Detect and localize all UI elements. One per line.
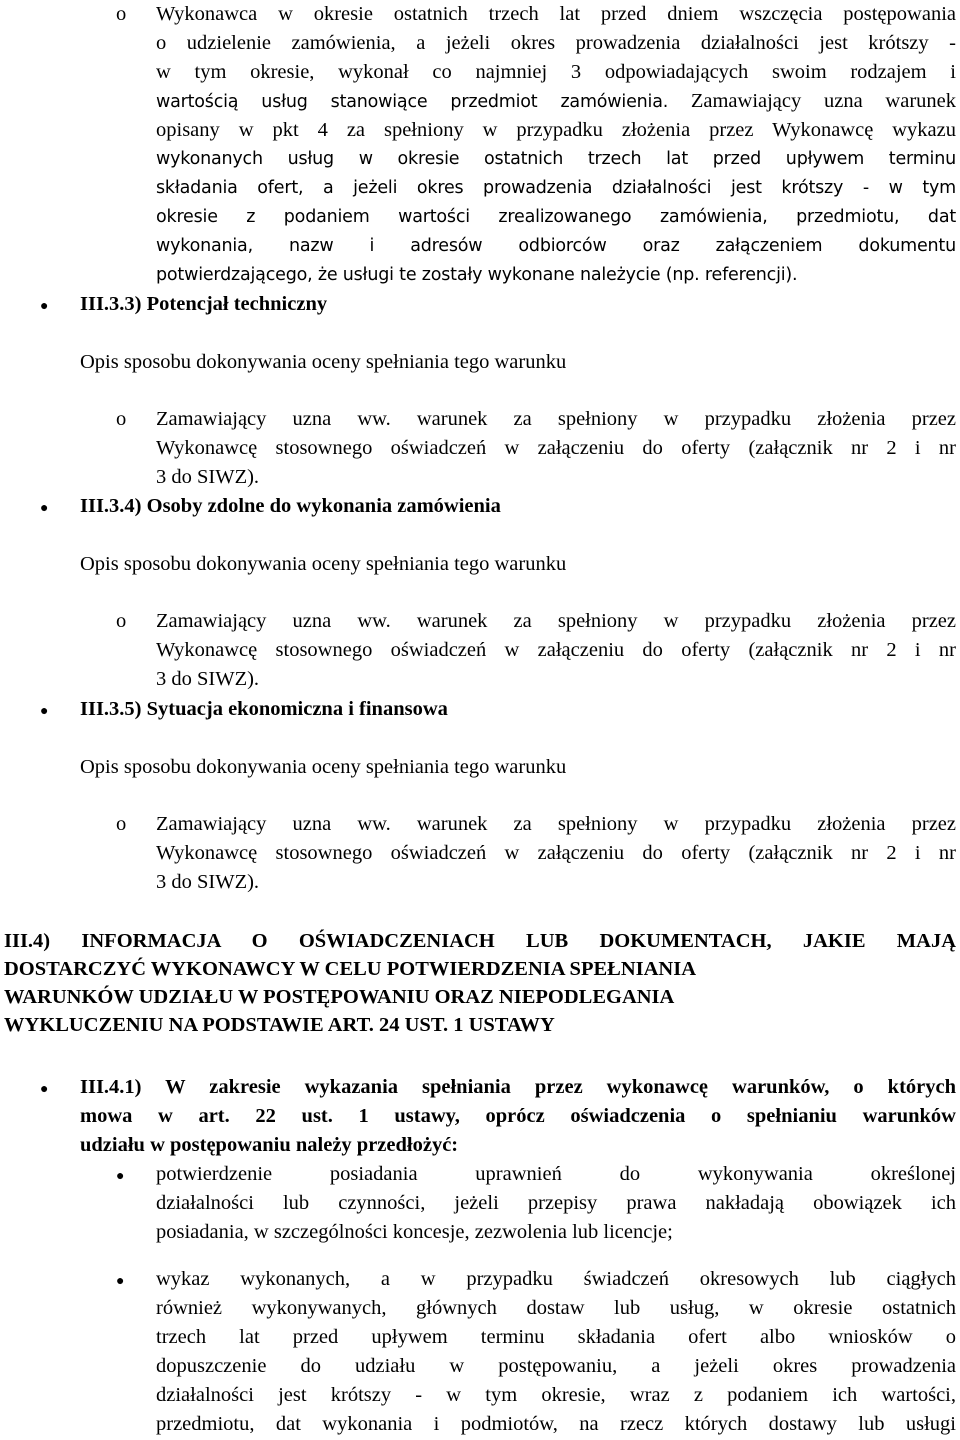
text-line: trzech lat przed upływem terminu składania ofert albo wniosków o	[156, 1326, 956, 1348]
text-line: mowa w art. 22 ust. 1 ustawy, oprócz oświadczenia o spełnianiu warunków	[80, 1105, 956, 1127]
text-line-narrow: potwierdzającego, że usługi te zostały wykonane należycie (np. referencji).	[156, 265, 798, 285]
bullet-icon: ●	[40, 704, 49, 719]
bullet-icon: ●	[116, 1274, 125, 1289]
section-subheading: Opis sposobu dokonywania oceny spełniania tego warunku	[80, 756, 567, 778]
text-line: Zamawiający uzna ww. warunek za spełniony w przypadku złożenia przez	[156, 408, 956, 430]
caps-line: DOSTARCZYĆ WYKONAWCY W CELU POTWIERDZENIA SPEŁNIANIA	[4, 958, 696, 980]
caps-line: WARUNKÓW UDZIAŁU W POSTĘPOWANIU ORAZ NIEPODLEGANIA	[4, 986, 675, 1008]
text-line: Wykonawcę stosownego oświadczeń w załączeniu do oferty (załącznik nr 2 i nr	[156, 639, 956, 661]
section-subheading: Opis sposobu dokonywania oceny spełniania tego warunku	[80, 351, 567, 373]
sub-item-text	[156, 1265, 956, 1439]
section-heading: III.3.4) Osoby zdolne do wykonania zamówienia	[80, 495, 501, 517]
text-line-mixed	[156, 87, 956, 116]
text-line-narrow: okresie z podaniem wartości zrealizowanego zamówienia, przedmiotu, dat	[156, 207, 956, 227]
text-line: Wykonawca w okresie ostatnich trzech lat przed dniem wszczęcia postępowania	[156, 3, 956, 25]
bullet-icon: ●	[40, 1082, 49, 1097]
text-line: działalności jest krótszy - w tym okresie, wraz z podaniem ich wartości,	[156, 1384, 956, 1406]
caps-line: III.4) INFORMACJA O OŚWIADCZENIACH LUB DOKUMENTACH, JAKIE MAJĄ	[4, 930, 956, 952]
text-line: Wykonawcę stosownego oświadczeń w załączeniu do oferty (załącznik nr 2 i nr	[156, 437, 956, 459]
section-item-text	[156, 810, 956, 897]
text-line-narrow: składania ofert, a jeżeli okres prowadzenia działalności jest krótszy - w tym	[156, 178, 956, 198]
caps-heading	[4, 927, 956, 1039]
text-line: w tym okresie, wykonał co najmniej 3 odpowiadających swoim rodzajem i	[156, 61, 956, 83]
text-line: Wykonawcę stosownego oświadczeń w załączeniu do oferty (załącznik nr 2 i nr	[156, 842, 956, 864]
section-heading: III.3.5) Sytuacja ekonomiczna i finansowa	[80, 698, 448, 720]
bullet-icon: ●	[40, 501, 49, 516]
text-line: Zamawiający uzna ww. warunek za spełniony w przypadku złożenia przez	[156, 610, 956, 632]
text-line: wykaz wykonanych, a w przypadku świadczeń okresowych lub ciągłych	[156, 1268, 956, 1290]
text-line: 3 do SIWZ).	[156, 466, 260, 488]
sub-section-heading	[80, 1073, 956, 1160]
list-marker: o	[116, 408, 127, 430]
text-line-narrow: wykonania, nazw i adresów odbiorców oraz załączeniem dokumentu	[156, 236, 956, 256]
text-line: 3 do SIWZ).	[156, 871, 260, 893]
text-line: opisany w pkt 4 za spełniony w przypadku złożenia przez Wykonawcę wykazu	[156, 119, 956, 141]
section-heading: III.3.3) Potencjał techniczny	[80, 293, 328, 315]
text-line: dopuszczenie do udziału w postępowaniu, a jeżeli okres prowadzenia	[156, 1355, 956, 1377]
list-marker: o	[116, 3, 127, 25]
section-subheading: Opis sposobu dokonywania oceny spełniania tego warunku	[80, 553, 567, 575]
serif-text: Zamawiający uzna warunek	[690, 90, 956, 112]
text-line: potwierdzenie posiadania uprawnień do wykonywania określonej	[156, 1163, 956, 1185]
caps-line: WYKLUCZENIU NA PODSTAWIE ART. 24 UST. 1 USTAWY	[4, 1014, 555, 1036]
text-line: o udzielenie zamówienia, a jeżeli okres prowadzenia działalności jest krótszy -	[156, 32, 956, 54]
intro-item-text	[156, 0, 956, 290]
text-line-narrow: wykonanych usług w okresie ostatnich trzech lat przed upływem terminu	[156, 149, 956, 169]
bullet-icon: ●	[116, 1169, 125, 1184]
text-line: Zamawiający uzna ww. warunek za spełniony w przypadku złożenia przez	[156, 813, 956, 835]
text-line: również wykonywanych, głównych dostaw lub usług, w okresie ostatnich	[156, 1297, 956, 1319]
text-line: udziału w postępowaniu należy przedłożyć:	[80, 1134, 459, 1156]
bullet-icon: ●	[40, 299, 49, 314]
text-line: przedmiotu, dat wykonania i podmiotów, na rzecz których dostawy lub usługi	[156, 1413, 956, 1435]
text-line: działalności lub czynności, jeżeli przepisy prawa nakładają obowiązek ich	[156, 1192, 956, 1214]
section-item-text	[156, 607, 956, 694]
section-item-text	[156, 405, 956, 492]
sub-item-text	[156, 1160, 956, 1247]
text-line: III.4.1) W zakresie wykazania spełniania przez wykonawcę warunków, o których	[80, 1076, 956, 1098]
narrow-text: wartością usług stanowiące przedmiot zamówienia.	[156, 92, 669, 112]
text-line: posiadania, w szczególności koncesje, zezwolenia lub licencje;	[156, 1221, 673, 1243]
list-marker: o	[116, 610, 127, 632]
list-marker: o	[116, 813, 127, 835]
text-line: 3 do SIWZ).	[156, 668, 260, 690]
